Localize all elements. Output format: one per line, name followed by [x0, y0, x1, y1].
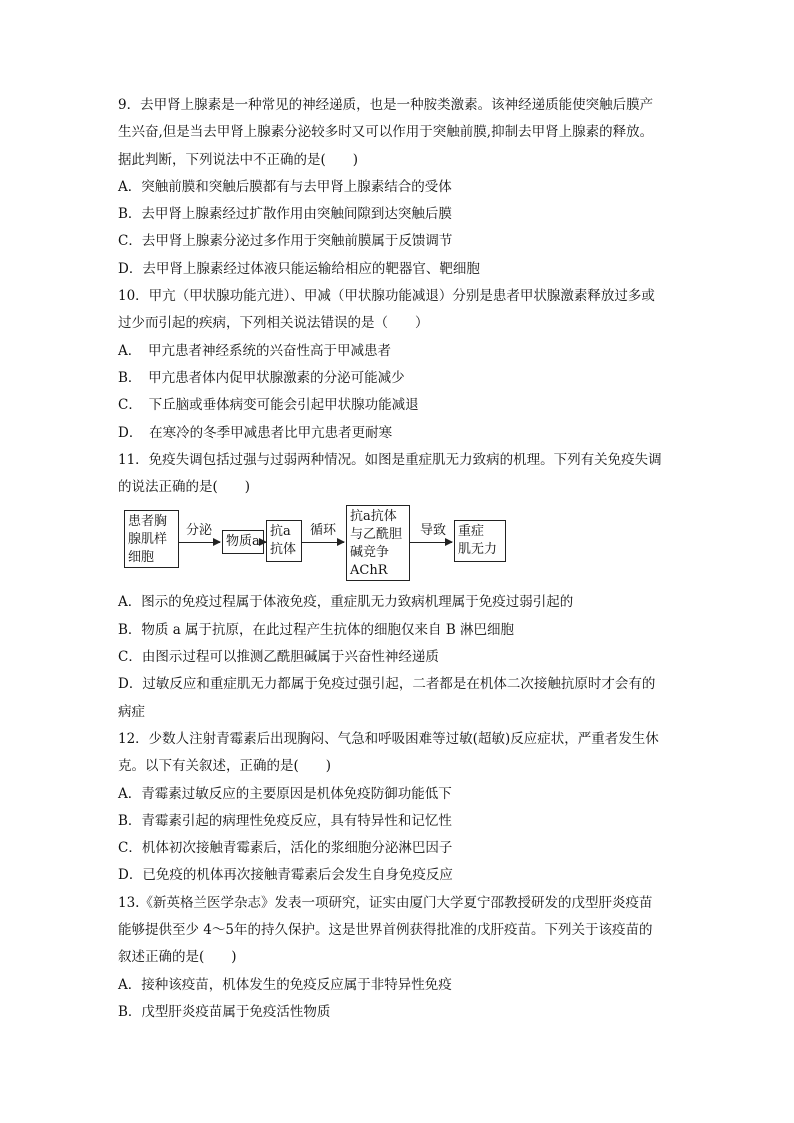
diagram-box-text: 抗体 [270, 542, 297, 558]
option-d: D． 在寒冷的冬季甲减患者比甲亢患者更耐寒 [118, 424, 393, 441]
option-d: D．去甲肾上腺素经过体液只能运输给相应的靶器官、靶细胞 [118, 260, 480, 277]
option-d: D．已免疫的机体再次接触青霉素后会发生自身免疫反应 [118, 867, 453, 884]
option-d-continued: 病症 [118, 703, 145, 720]
question-13 [118, 890, 678, 1026]
diagram-box-text: 与乙酰胆 [350, 527, 403, 543]
arrow-label-circulate: 循环 [310, 523, 337, 539]
option-b: B． 甲亢患者体内促甲状腺激素的分泌可能减少 [118, 369, 405, 386]
diagram-box-competition [346, 505, 410, 581]
option-b: B．去甲肾上腺素经过扩散作用由突触间隙到达突触后膜 [118, 206, 452, 223]
diagram-box-text: 患者胸 [128, 514, 168, 530]
question-stem-line: 12．少数人注射青霉素后出现胸闷、气急和呼吸困难等过敏(超敏)反应症状，严重者发生休 [118, 730, 659, 747]
arrow-2 [302, 542, 344, 543]
diagram-box-text: 碱竞争 [350, 545, 390, 561]
option-c: C．去甲肾上腺素分泌过多作用于突触前膜属于反馈调节 [118, 233, 453, 250]
diagram-box-text: 抗a [270, 524, 291, 540]
question-stem-line: 据此判断，下列说法中不正确的是( ) [118, 151, 359, 168]
question-10 [118, 283, 678, 447]
question-stem-line: 的说法正确的是( ) [118, 479, 251, 496]
question-12 [118, 726, 678, 890]
question-stem-line: 叙述正确的是( ) [118, 949, 237, 966]
question-stem-line: 13.《新英格兰医学杂志》发表一项研究，证实由厦门大学夏宁邵教授研发的戊型肝炎疫苗 [118, 894, 653, 911]
option-b: B．物质 a 属于抗原，在此过程产生抗体的细胞仅来自 B 淋巴细胞 [118, 621, 515, 638]
exam-page [118, 92, 678, 1026]
diagram-box-text: 重症 [458, 524, 485, 540]
option-a: A．接种该疫苗，机体发生的免疫反应属于非特异性免疫 [118, 976, 452, 993]
question-11 [118, 447, 678, 726]
question-stem-line: 克。以下有关叙述，正确的是( ) [118, 758, 332, 775]
diagram-box-text: AChR [350, 563, 388, 579]
diagram-box-text: 肌无力 [458, 542, 498, 558]
arrow-label-secrete: 分泌 [186, 523, 213, 539]
option-c: C．机体初次接触青霉素后，活化的浆细胞分泌淋巴因子 [118, 840, 453, 857]
option-a: A． 甲亢患者神经系统的兴奋性高于甲减患者 [118, 342, 391, 359]
option-c: C．由图示过程可以推测乙酰胆碱属于兴奋性神经递质 [118, 649, 439, 666]
option-a: A．突触前膜和突触后膜都有与去甲肾上腺素结合的受体 [118, 178, 452, 195]
question-stem-line: 过少而引起的疾病，下列相关说法错误的是（ ） [118, 315, 429, 332]
arrow-3 [410, 542, 452, 543]
option-a: A．青霉素过敏反应的主要原因是机体免疫防御功能低下 [118, 785, 452, 802]
arrow-1 [179, 542, 220, 543]
pathogenesis-flow-diagram [118, 505, 678, 583]
arrow-label-cause: 导致 [420, 523, 447, 539]
option-a: A．图示的免疫过程属于体液免疫，重症肌无力致病机理属于免疫过弱引起的 [118, 594, 574, 611]
diagram-box-substance-a [222, 530, 264, 554]
diagram-box-text: 抗a抗体 [350, 509, 397, 525]
option-b: B．戊型肝炎疫苗属于免疫活性物质 [118, 1003, 331, 1020]
question-stem-line: 11．免疫失调包括过强与过弱两种情况。如图是重症肌无力致病的机理。下列有关免疫失调 [118, 451, 662, 468]
question-stem-line: 能够提供至少 4～5年的持久保护。这是世界首例获得批准的戊肝疫苗。下列关于该疫苗的 [118, 922, 653, 939]
question-stem-line: 10．甲亢（甲状腺功能亢进）、甲减（甲状腺功能减退）分别是患者甲状腺激素释放过多或 [118, 288, 655, 305]
diagram-box-anti-a-antibody [266, 520, 302, 562]
question-9 [118, 92, 678, 283]
diagram-box-text: 物质a [226, 534, 260, 550]
diagram-box-thymus-cells [124, 510, 179, 568]
diagram-box-text: 细胞 [128, 550, 155, 566]
question-stem-line: 9．去甲肾上腺素是一种常见的神经递质，也是一种胺类激素。该神经递质能使突触后膜产 [118, 97, 654, 113]
diagram-box-myasthenia [454, 520, 506, 562]
diagram-box-text: 腺肌样 [128, 532, 168, 548]
option-c: C． 下丘脑或垂体病变可能会引起甲状腺功能减退 [118, 397, 419, 414]
option-b: B．青霉素引起的病理性免疫反应，具有特异性和记忆性 [118, 812, 452, 829]
option-d: D．过敏反应和重症肌无力都属于免疫过强引起，二者都是在机体二次接触抗原时才会有的 [118, 676, 656, 693]
question-stem-line: 生兴奋,但是当去甲肾上腺素分泌较多时又可以作用于突触前膜,抑制去甲肾上腺素的释放。 [118, 124, 654, 141]
